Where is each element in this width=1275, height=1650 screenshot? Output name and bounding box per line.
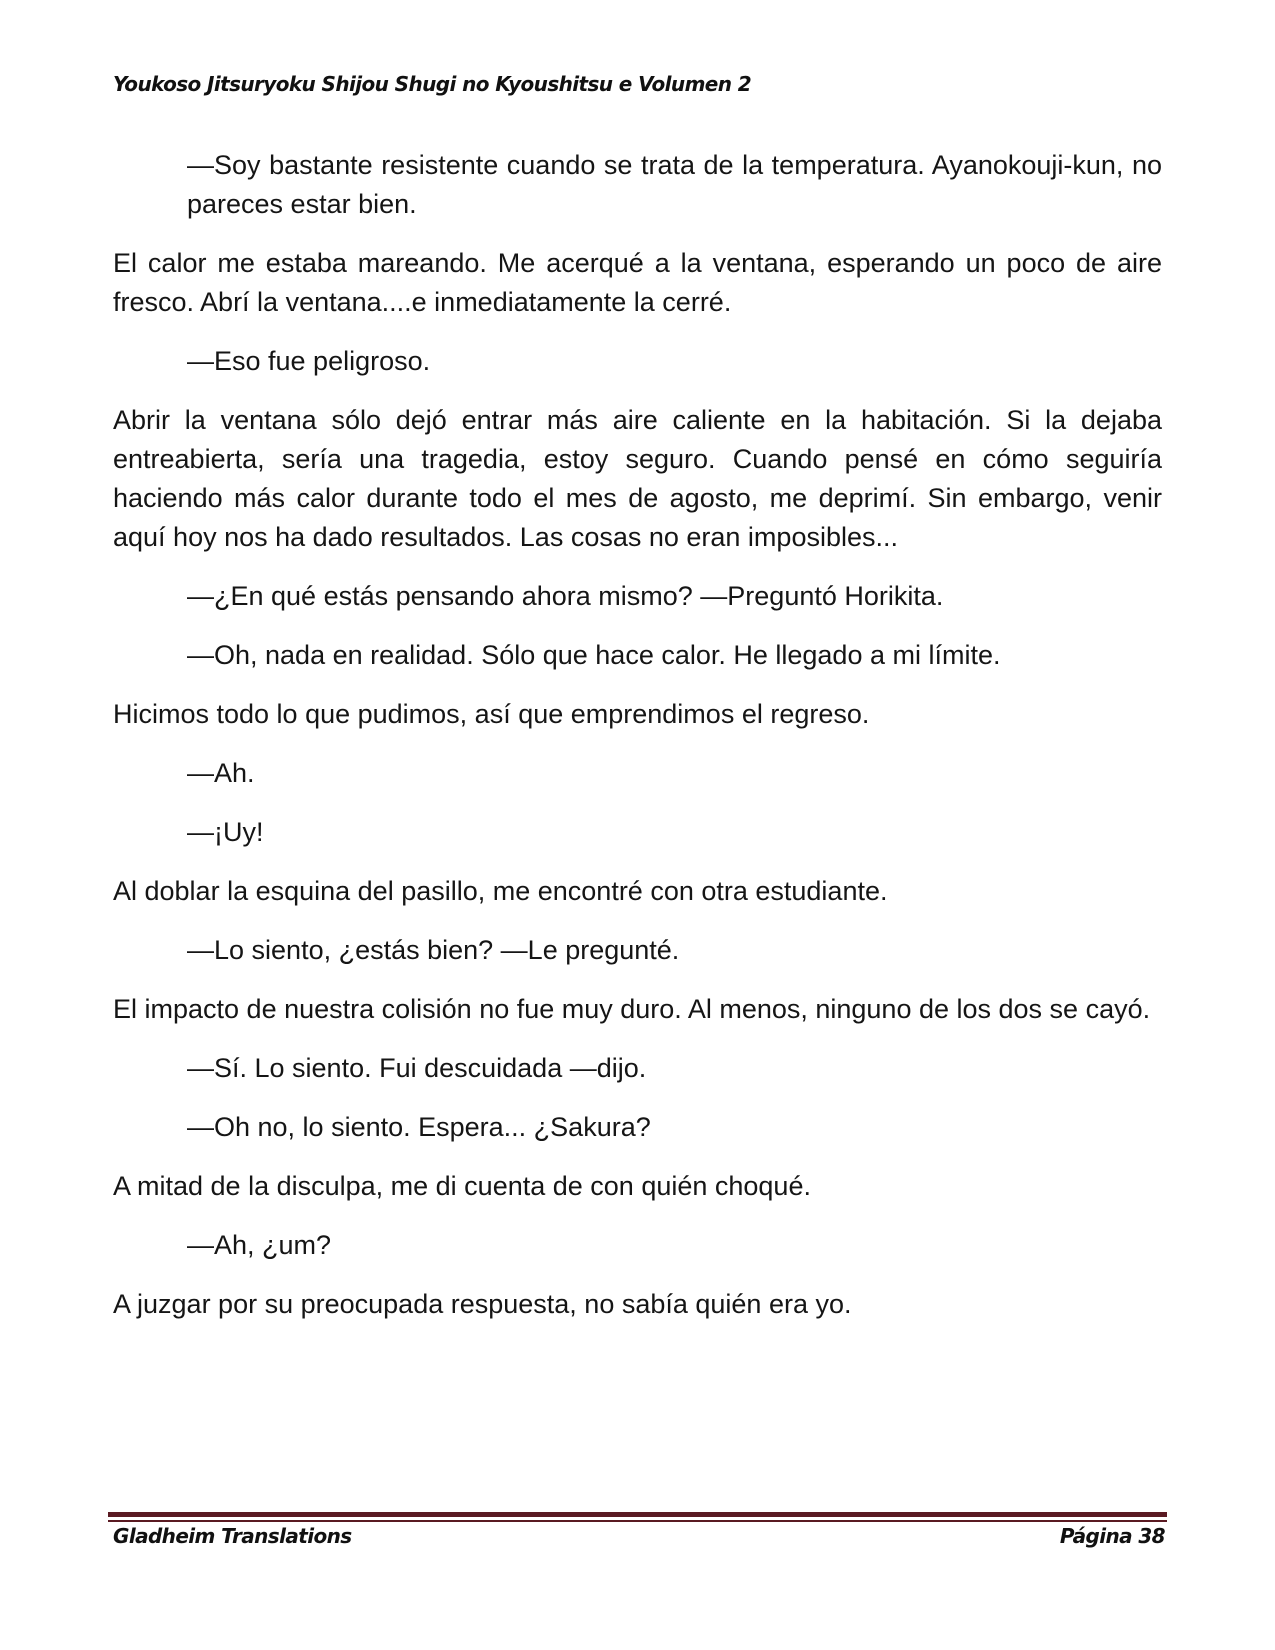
- paragraph-dialogue: —Lo siento, ¿estás bien? —Le pregunté.: [187, 935, 680, 965]
- paragraph-dialogue: —Ah, ¿um?: [187, 1230, 332, 1260]
- paragraph-dialogue: —Oh, nada en realidad. Sólo que hace calor. He llegado a mi límite.: [187, 640, 1001, 670]
- footer-divider-thin: [108, 1520, 1167, 1522]
- footer-divider-thick: [108, 1512, 1167, 1517]
- paragraph-narration: A juzgar por su preocupada respuesta, no sabía quién era yo.: [113, 1289, 852, 1319]
- paragraph-dialogue: —Sí. Lo siento. Fui descuidada —dijo.: [187, 1053, 647, 1083]
- paragraph-narration: El calor me estaba mareando. Me acerqué a la ventana, esperando un poco de aire fresco. Abrí la ventana....e inmediatamente la cerré.: [113, 248, 1162, 317]
- paragraph-dialogue: —Eso fue peligroso.: [187, 346, 431, 376]
- paragraph-narration: El impacto de nuestra colisión no fue muy duro. Al menos, ninguno de los dos se cayó.: [113, 994, 1151, 1024]
- paragraph-dialogue: —¿En qué estás pensando ahora mismo? —Preguntó Horikita.: [187, 581, 944, 611]
- paragraph-narration: A mitad de la disculpa, me di cuenta de con quién choqué.: [113, 1171, 811, 1201]
- footer-page-number: Página 38: [1059, 1524, 1165, 1548]
- page-header-title: Youkoso Jitsuryoku Shijou Shugi no Kyoushitsu e Volumen 2: [113, 72, 752, 96]
- page-body: [113, 146, 1162, 1344]
- paragraph-narration: Abrir la ventana sólo dejó entrar más aire caliente en la habitación. Si la dejaba entreabierta, sería una tragedia, estoy seguro. Cuando pensé en cómo seguiría haciendo más calor durante todo el mes de agosto, me deprimí. Sin embargo, venir aquí hoy nos ha dado resultados. Las cosas no eran imposibles...: [113, 405, 1162, 552]
- paragraph-dialogue: —Soy bastante resistente cuando se trata de la temperatura. Ayanokouji-kun, no pareces estar bien.: [187, 150, 1162, 219]
- paragraph-dialogue: —¡Uy!: [187, 817, 264, 847]
- paragraph-narration: Al doblar la esquina del pasillo, me encontré con otra estudiante.: [113, 876, 888, 906]
- paragraph-dialogue: —Ah.: [187, 758, 255, 788]
- footer-publisher: Gladheim Translations: [113, 1524, 352, 1548]
- paragraph-dialogue: —Oh no, lo siento. Espera... ¿Sakura?: [187, 1112, 651, 1142]
- paragraph-narration: Hicimos todo lo que pudimos, así que emprendimos el regreso.: [113, 699, 870, 729]
